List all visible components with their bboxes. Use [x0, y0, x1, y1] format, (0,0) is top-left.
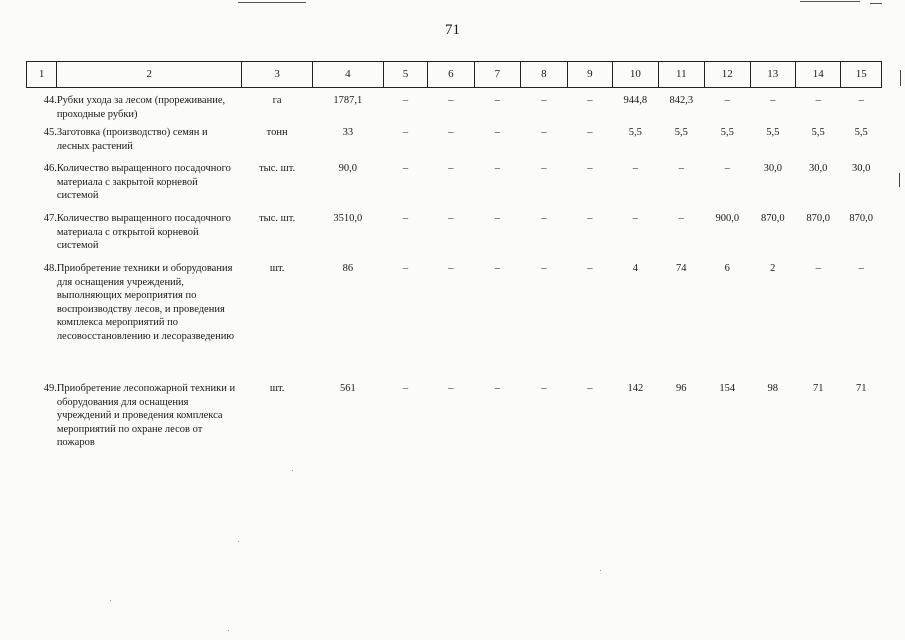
column-header: 4 — [312, 62, 383, 88]
row-value: – — [402, 163, 409, 174]
row-value: – — [724, 163, 730, 174]
row-value: 4 — [632, 263, 638, 274]
row-value: – — [402, 95, 409, 106]
column-header: 7 — [474, 62, 520, 88]
row-value: – — [541, 95, 547, 106]
table-row — [27, 158, 882, 208]
row-value: 98 — [767, 383, 778, 394]
row-number: 46. — [43, 163, 57, 174]
row-value: – — [541, 263, 547, 274]
row-value: – — [587, 163, 593, 174]
scan-artifact-line — [800, 1, 860, 2]
row-total: 86 — [342, 263, 354, 274]
row-value: 5,5 — [854, 127, 868, 138]
scan-speck — [292, 470, 293, 471]
row-value: 5,5 — [811, 127, 825, 138]
row-value: 2 — [770, 263, 776, 274]
row-value: – — [541, 383, 547, 394]
row-value: – — [494, 95, 501, 106]
row-value: – — [858, 263, 864, 274]
row-value: 142 — [627, 383, 644, 394]
row-value: – — [541, 163, 547, 174]
row-name: Приобретение лесопожарной техники и оборудования для оснащения учреждений и проведения комплекса мероприятий по охране лесов от пожаров — [56, 383, 236, 448]
row-name: Заготовка (производство) семян и лесных растений — [56, 127, 208, 152]
row-value: 870,0 — [806, 213, 831, 224]
row-value: – — [402, 383, 409, 394]
row-value: 944,8 — [623, 95, 648, 106]
data-table — [26, 61, 882, 466]
row-value: – — [448, 163, 454, 174]
row-value: – — [770, 95, 776, 106]
scan-edge-mark — [899, 173, 900, 187]
row-unit: га — [272, 95, 282, 106]
table-row — [27, 258, 882, 378]
scan-speck — [110, 600, 111, 601]
row-value: 5,5 — [628, 127, 642, 138]
row-total: 33 — [342, 127, 354, 138]
column-header: 8 — [521, 62, 567, 88]
column-header: 3 — [242, 62, 313, 88]
row-value: – — [815, 95, 821, 106]
row-total: 3510,0 — [333, 213, 363, 224]
row-number: 47. — [43, 213, 57, 224]
row-value: – — [724, 95, 730, 106]
row-value: – — [587, 95, 593, 106]
table-row — [27, 208, 882, 258]
row-value: 71 — [812, 383, 824, 394]
column-header: 9 — [567, 62, 612, 88]
table-header-row — [27, 62, 882, 88]
row-value: – — [494, 263, 501, 274]
column-header: 13 — [750, 62, 795, 88]
column-header: 10 — [613, 62, 658, 88]
row-value: 71 — [855, 383, 867, 394]
row-value: 154 — [719, 383, 736, 394]
scan-speck — [238, 541, 239, 542]
row-value: – — [494, 163, 501, 174]
row-value: – — [678, 163, 684, 174]
row-unit: тыс. шт. — [259, 213, 296, 224]
row-value: 900,0 — [715, 213, 740, 224]
page-number: 71 — [445, 22, 460, 38]
row-value: – — [632, 163, 638, 174]
column-header: 12 — [705, 62, 750, 88]
row-total: 561 — [339, 383, 356, 394]
column-header: 15 — [841, 62, 882, 88]
row-value: – — [541, 127, 547, 138]
row-name: Количество выращенного посадочного материала с закрытой корневой системой — [56, 163, 231, 201]
row-total: 90,0 — [338, 163, 358, 174]
row-unit: тыс. шт. — [259, 163, 296, 174]
scan-artifact-line — [870, 3, 882, 4]
row-total: 1787,1 — [333, 95, 363, 106]
row-value: 30,0 — [852, 163, 871, 174]
row-value: – — [494, 383, 501, 394]
row-value: – — [541, 213, 547, 224]
row-name: Рубки ухода за лесом (прореживание, проходные рубки) — [56, 95, 226, 120]
row-value: – — [587, 263, 593, 274]
row-value: 5,5 — [720, 127, 734, 138]
table-row — [27, 378, 882, 466]
row-value: – — [587, 213, 593, 224]
row-value: – — [678, 213, 684, 224]
column-header: 5 — [383, 62, 427, 88]
row-value: 870,0 — [760, 213, 785, 224]
table-row — [27, 88, 882, 123]
row-number: 44. — [43, 95, 57, 106]
row-value: – — [587, 127, 593, 138]
row-value: 870,0 — [849, 213, 874, 224]
row-value: – — [448, 127, 454, 138]
row-name: Количество выращенного посадочного материала с открытой корневой системой — [56, 213, 231, 251]
row-value: – — [402, 127, 409, 138]
column-header: 11 — [658, 62, 704, 88]
scan-artifact-line — [238, 2, 306, 3]
row-value: – — [448, 383, 454, 394]
row-value: – — [402, 263, 409, 274]
row-value: – — [815, 263, 821, 274]
row-value: – — [402, 213, 409, 224]
row-value: – — [587, 383, 593, 394]
row-value: – — [494, 213, 501, 224]
row-value: – — [448, 213, 454, 224]
row-value: 5,5 — [674, 127, 688, 138]
row-value: 74 — [676, 263, 687, 274]
column-header: 6 — [428, 62, 474, 88]
row-value: – — [448, 95, 454, 106]
row-unit: тонн — [266, 127, 288, 138]
row-number: 45. — [43, 127, 57, 138]
row-value: 842,3 — [669, 95, 694, 106]
row-value: 30,0 — [809, 163, 828, 174]
row-value: – — [858, 95, 864, 106]
scan-speck — [228, 630, 229, 631]
row-value: – — [448, 263, 454, 274]
row-name: Приобретение техники и оборудования для оснащения учреждений, выполняющих мероприятия по воспроизводству лесов, и проведения комплекса мероприятий по лесовосстановлению и лесоразведению — [56, 263, 235, 342]
table-row — [27, 122, 882, 158]
row-number: 49. — [43, 383, 57, 394]
row-unit: шт. — [269, 263, 285, 274]
row-value: – — [632, 213, 638, 224]
row-value: – — [494, 127, 501, 138]
row-value: 6 — [724, 263, 730, 274]
row-unit: шт. — [269, 383, 285, 394]
column-header: 1 — [27, 62, 57, 88]
scan-speck — [600, 570, 601, 571]
row-value: 96 — [676, 383, 687, 394]
scan-edge-mark — [900, 70, 901, 86]
row-number: 48. — [43, 263, 57, 274]
row-value: 30,0 — [763, 163, 782, 174]
row-value: 5,5 — [766, 127, 780, 138]
column-header: 14 — [795, 62, 840, 88]
column-header: 2 — [57, 62, 242, 88]
